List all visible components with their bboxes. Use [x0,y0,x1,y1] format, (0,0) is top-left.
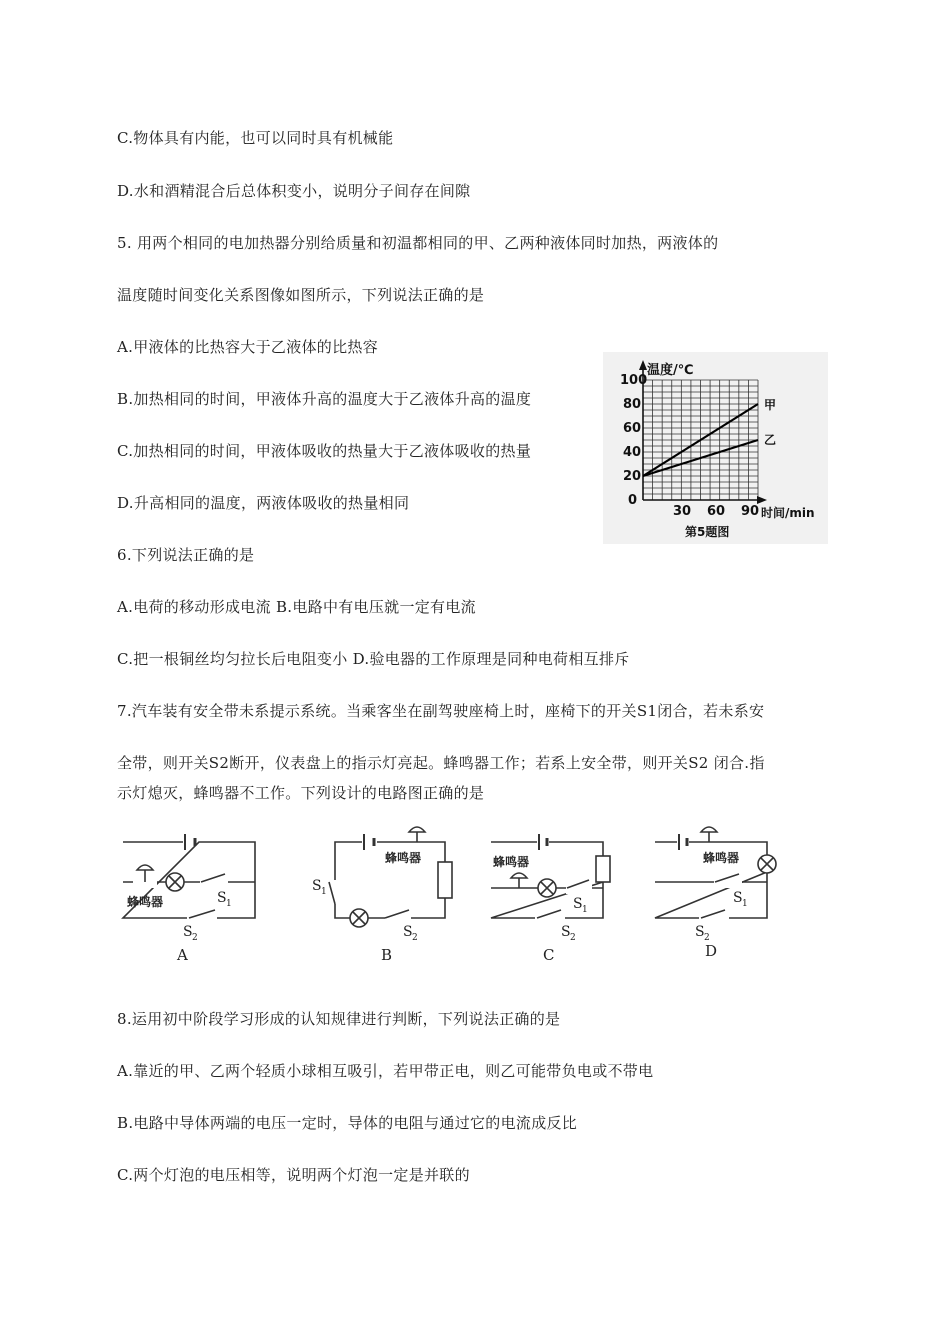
question-7-stem: 7.汽车装有安全带未系提示系统。当乘客坐在副驾驶座椅上时，座椅下的开关S1闭合，若未系安 [117,702,765,720]
option-8b: B.电路中导体两端的电压一定时，导体的电阻与通过它的电流成反比 [117,1114,578,1132]
buzzer-icon [137,865,153,870]
x-tick-label: 90 [741,504,760,519]
question-8-stem: 8.运用初中阶段学习形成的认知规律进行判断，下列说法正确的是 [117,1010,561,1028]
option-b-label: B [381,946,393,964]
option-5b: B.加热相同的时间，甲液体升高的温度大于乙液体升高的温度 [117,390,532,408]
option-5c: C.加热相同的时间，甲液体吸收的热量大于乙液体吸收的热量 [117,442,532,460]
buzzer-icon [701,827,717,832]
circuit-c [491,834,610,964]
svg-text:1: 1 [742,899,748,909]
svg-text:2: 2 [570,933,576,943]
y-axis-arrow [639,360,647,370]
circuit-b [312,827,452,964]
svg-text:2: 2 [704,933,710,943]
svg-text:2: 2 [192,933,198,943]
s1-label: S [217,890,227,906]
options-6ab: A.电荷的移动形成电流 B.电路中有电压就一定有电流 [117,598,476,616]
question-6-stem: 6.下列说法正确的是 [117,546,255,564]
option-d-label: D [705,942,718,960]
buzzer-label: 蜂鸣器 [493,855,530,869]
option-5a: A.甲液体的比热容大于乙液体的比热容 [117,338,379,356]
buzzer-icon [409,827,425,832]
y-axis-label: 温度/℃ [647,363,694,378]
question-7-stem-2: 全带，则开关S2断开，仪表盘上的指示灯亮起。蜂鸣器工作；若系上安全带，则开关S2 闭合.指 [117,754,765,772]
circuit-diagrams [115,820,805,970]
series-label-jia: 甲 [764,398,777,412]
s2-label: S [403,924,413,940]
switch-s2-icon [385,910,409,918]
circuit-a [123,834,255,964]
question-5-stem: 5. 用两个相同的电加热器分别给质量和初温都相同的甲、乙两种液体同时加热，两液体的 [117,234,719,252]
buzzer-label: 蜂鸣器 [385,851,422,865]
y-tick-label: 100 [620,373,648,388]
y-tick-label: 40 [623,445,642,460]
question-7-stem-3: 示灯熄灭，蜂鸣器不工作。下列设计的电路图正确的是 [117,784,485,802]
svg-text:2: 2 [412,933,418,943]
y-tick-label: 0 [628,493,638,508]
s1-label: S [312,878,322,894]
graph-caption: 第5题图 [685,525,730,539]
series-label-yi: 乙 [764,433,777,447]
s2-label: S [183,924,193,940]
svg-text:1: 1 [582,905,588,915]
buzzer-label: 蜂鸣器 [703,851,740,865]
s1-label: S [573,896,583,912]
buzzer-label: 蜂鸣器 [127,895,164,909]
temperature-time-graph [603,352,828,544]
option-4d: D.水和酒精混合后总体积变小，说明分子间存在间隙 [117,182,471,200]
option-8c: C.两个灯泡的电压相等，说明两个灯泡一定是并联的 [117,1166,470,1184]
buzzer-icon [511,873,527,878]
y-tick-label: 60 [623,421,642,436]
resistor-icon [438,862,452,898]
options-6cd: C.把一根铜丝均匀拉长后电阻变小 D.验电器的工作原理是同种电荷相互排斥 [117,650,630,668]
option-5d: D.升高相同的温度，两液体吸收的热量相同 [117,494,410,512]
x-tick-label: 60 [707,504,726,519]
s1-label: S [733,890,743,906]
x-axis-arrow [757,496,767,504]
y-tick-label: 80 [623,397,642,412]
resistor-icon [596,856,610,882]
svg-text:1: 1 [226,899,232,909]
svg-text:1: 1 [321,887,327,897]
option-c-label: C [543,946,555,964]
x-tick-label: 30 [673,504,692,519]
option-4c: C.物体具有内能，也可以同时具有机械能 [117,129,394,147]
x-axis-label: 时间/min [761,506,815,520]
circuit-d [655,827,776,960]
question-5-stem-cont: 温度随时间变化关系图像如图所示，下列说法正确的是 [117,286,485,304]
option-8a: A.靠近的甲、乙两个轻质小球相互吸引，若甲带正电，则乙可能带负电或不带电 [117,1062,654,1080]
s2-label: S [561,924,571,940]
option-a-label: A [177,946,188,964]
switch-s1-icon [329,882,335,904]
y-tick-label: 20 [623,469,642,484]
s2-label: S [695,924,705,940]
